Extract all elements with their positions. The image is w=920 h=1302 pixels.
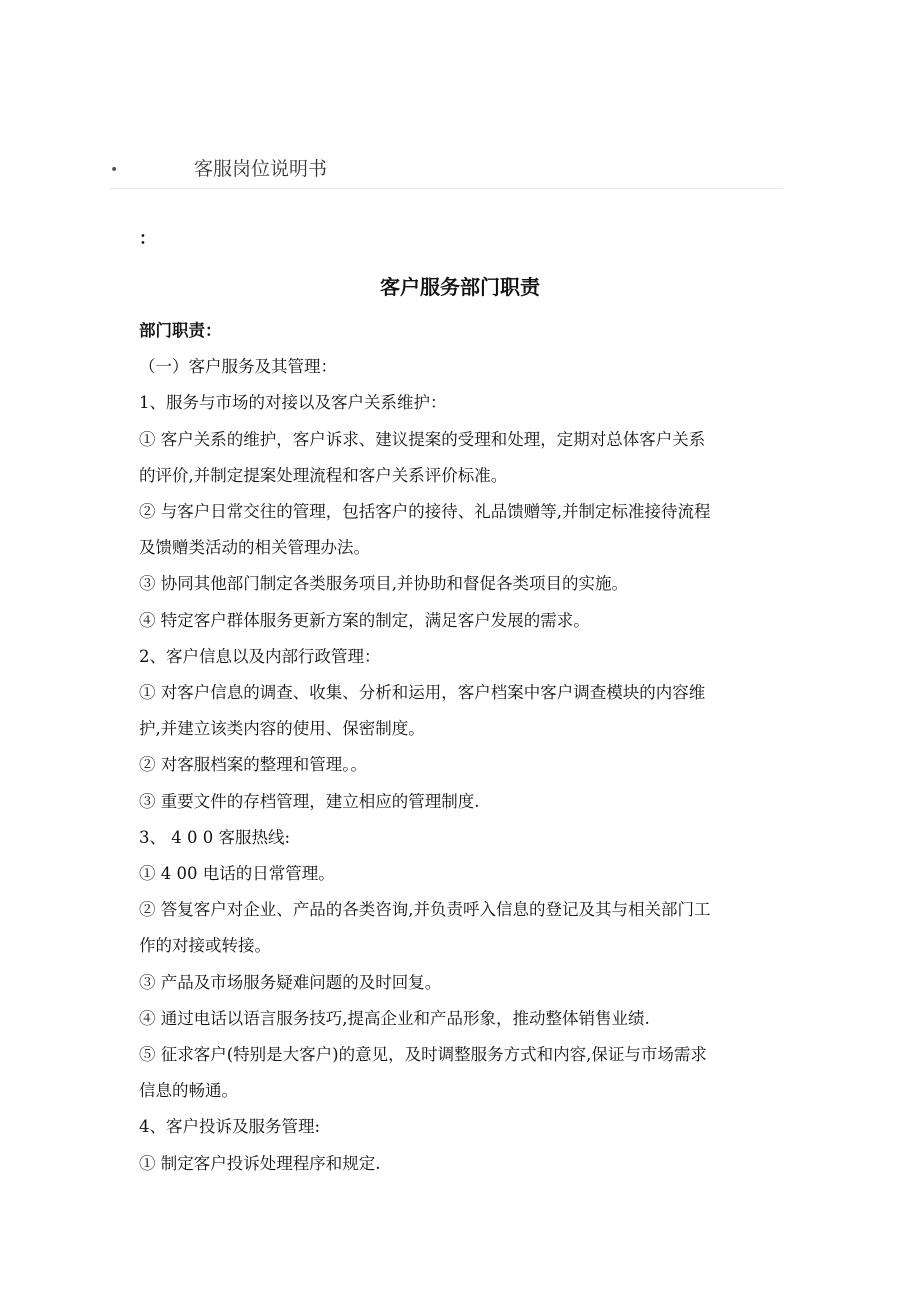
text-line: 4、客户投诉及服务管理:	[139, 1117, 321, 1137]
text-line: ① 客户关系的维护，客户诉求、建议提案的受理和处理，定期对总体客户关系	[139, 429, 706, 449]
text-line: ③ 重要文件的存档管理，建立相应的管理制度.	[139, 791, 480, 811]
text-line: ③ 产品及市场服务疑难问题的及时回复。	[139, 972, 442, 992]
text-line: 作的对接或转接。	[139, 936, 271, 956]
document-body	[139, 313, 785, 1182]
text-line: （一）客户服务及其管理：	[139, 357, 337, 377]
text-line: ② 对客服档案的整理和管理。。	[139, 755, 367, 775]
text-line: ④ 通过电话以语言服务技巧,提高企业和产品形象，推动整体销售业绩.	[139, 1008, 650, 1028]
text-line: ④ 特定客户群体服务更新方案的制定，满足客户发展的需求。	[139, 610, 590, 630]
colon-mark: ：	[139, 229, 156, 249]
text-line: ① 制定客户投诉处理程序和规定.	[139, 1153, 381, 1173]
text-line: ① 对客户信息的调查、收集、分析和运用，客户档案中客户调查模块的内容维	[139, 683, 706, 703]
text-line: ① 4 00 电话的日常管理。	[139, 864, 335, 884]
section-heading: 部门职责：	[139, 321, 222, 340]
document-title: 客户服务部门职责	[380, 275, 540, 299]
text-line: 1、服务与市场的对接以及客户关系维护：	[139, 393, 447, 413]
text-line: ③ 协同其他部门制定各类服务项目,并协助和督促各类项目的实施。	[139, 574, 628, 594]
text-line: ⑤ 征求客户(特别是大客户)的意见，及时调整服务方式和内容,保证与市场需求	[139, 1045, 707, 1065]
text-line: 护,并建立该类内容的使用、保密制度。	[139, 719, 425, 739]
text-line: ② 答复客户对企业、产品的各类咨询,并负责呼入信息的登记及其与相关部门工	[139, 900, 711, 920]
header-title: 客服岗位说明书	[194, 158, 328, 180]
text-line: 2、客户信息以及内部行政管理：	[139, 646, 381, 666]
text-line: 3、 4 0 0 客服热线:	[139, 827, 291, 847]
text-line: 信息的畅通。	[139, 1081, 238, 1101]
text-line: ② 与客户日常交往的管理，包括客户的接待、礼品馈赠等,并制定标准接待流程	[139, 502, 711, 522]
bullet-icon: •	[110, 162, 119, 178]
text-line: 的评价,并制定提案处理流程和客户关系评价标准。	[139, 465, 508, 485]
text-line: 及馈赠类活动的相关管理办法。	[139, 538, 370, 558]
document-header	[110, 150, 783, 189]
